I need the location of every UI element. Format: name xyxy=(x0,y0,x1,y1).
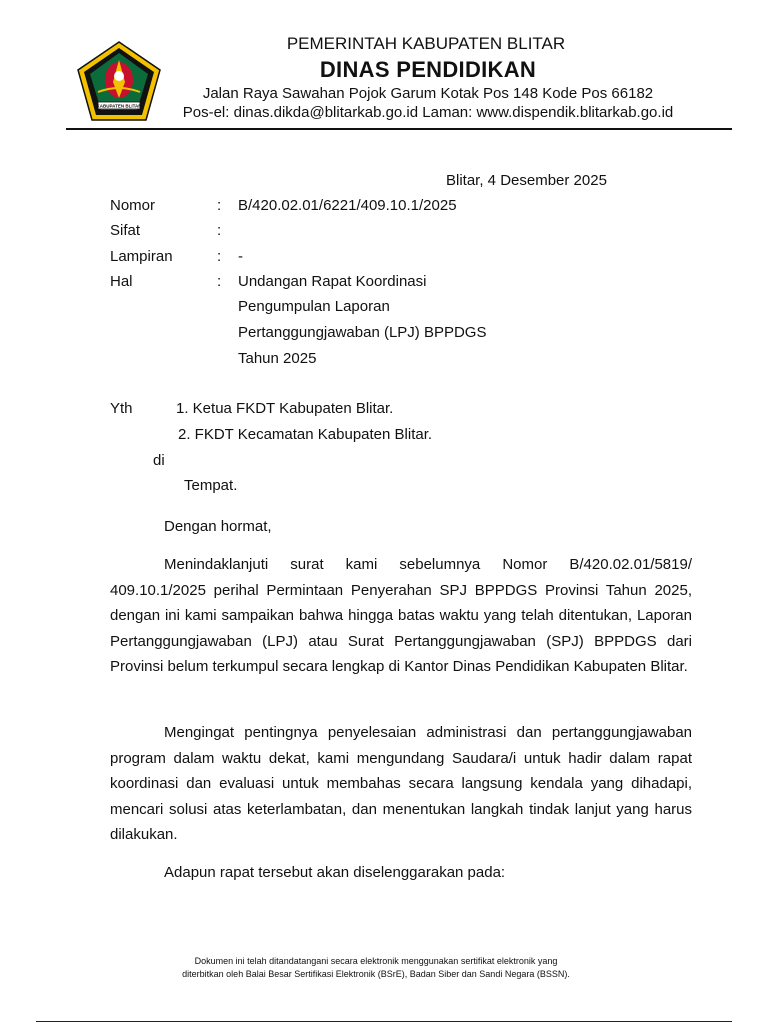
footer-divider xyxy=(36,1021,732,1022)
body-paragraph: Adapun rapat tersebut akan diselenggarakan pada: xyxy=(164,864,506,881)
meta-label-lampiran: Lampiran xyxy=(110,248,173,265)
letterhead-divider xyxy=(66,128,732,130)
government-name: PEMERINTAH KABUPATEN BLITAR xyxy=(286,34,566,53)
place-date: Blitar, 4 Desember 2025 xyxy=(446,172,607,189)
esign-note-line2: diterbitkan oleh Balai Besar Sertifikasi Elektronik (BSrE), Badan Siber dan Sandi Negara (BSSN). xyxy=(182,969,570,979)
subject-line: Pertanggungjawaban (LPJ) BPPDGS xyxy=(238,324,487,341)
svg-text:KABUPATEN BLITAR: KABUPATEN BLITAR xyxy=(96,103,142,109)
agency-name: DINAS PENDIDIKAN xyxy=(319,57,537,82)
agency-address: Jalan Raya Sawahan Pojok Garum Kotak Pos 148 Kode Pos 66182 xyxy=(202,85,654,102)
meta-value-lampiran: - xyxy=(238,248,243,265)
subject-line: Pengumpulan Laporan xyxy=(238,298,390,315)
meta-value-hal: Undangan Rapat Koordinasi xyxy=(238,273,427,290)
meta-label-sifat: Sifat xyxy=(110,222,141,239)
meta-colon: : xyxy=(217,248,222,265)
meta-colon: : xyxy=(217,197,222,214)
body-paragraph: Menindaklanjuti surat kami sebelumnya Nomor B/420.02.01/5819/ 409.10.1/2025 perihal Permintaan Penyerahan SPJ BPPDGS Provinsi Tahun 2025, dengan ini kami sampaikan bahwa hingga batas waktu yang telah ditentukan, Laporan Pertanggungjawaban (LPJ) atau Surat Pertanggungjawaban (SPJ) BPPDGS dari Provinsi belum terkumpul secara lengkap di Kantor Dinas Pendidikan Kabupaten Blitar. xyxy=(110,556,692,676)
recipient-place: Tempat. xyxy=(184,477,238,494)
meta-colon: : xyxy=(217,273,222,290)
meta-label-hal: Hal xyxy=(110,273,133,290)
subject-line: Tahun 2025 xyxy=(238,350,317,367)
meta-value-nomor: B/420.02.01/6221/409.10.1/2025 xyxy=(238,197,457,214)
greeting: Dengan hormat, xyxy=(164,518,272,535)
esign-note-line1: Dokumen ini telah ditandatangani secara elektronik menggunakan sertifikat elektronik yang xyxy=(194,956,558,966)
recipient-item: 2. FKDT Kecamatan Kabupaten Blitar. xyxy=(178,426,433,443)
recipient-item: 1. Ketua FKDT Kabupaten Blitar. xyxy=(176,400,394,417)
recipient-prefix: Yth xyxy=(110,400,133,417)
body-paragraph: Mengingat pentingnya penyelesaian administrasi dan pertanggungjawaban program dalam waktu dekat, kami mengundang Saudara/i untuk hadir dalam rapat koordinasi dan evaluasi untuk membahas secara langsung kendala yang dihadapi, mencari solusi atas keterlambatan, dan menentukan langkah tindak lanjut yang harus dilakukan. xyxy=(110,724,692,844)
recipient-di: di xyxy=(153,452,165,469)
agency-contact: Pos-el: dinas.dikda@blitarkab.go.id Laman: www.dispendik.blitarkab.go.id xyxy=(182,104,674,121)
meta-label-nomor: Nomor xyxy=(110,197,156,214)
meta-colon: : xyxy=(217,222,222,239)
